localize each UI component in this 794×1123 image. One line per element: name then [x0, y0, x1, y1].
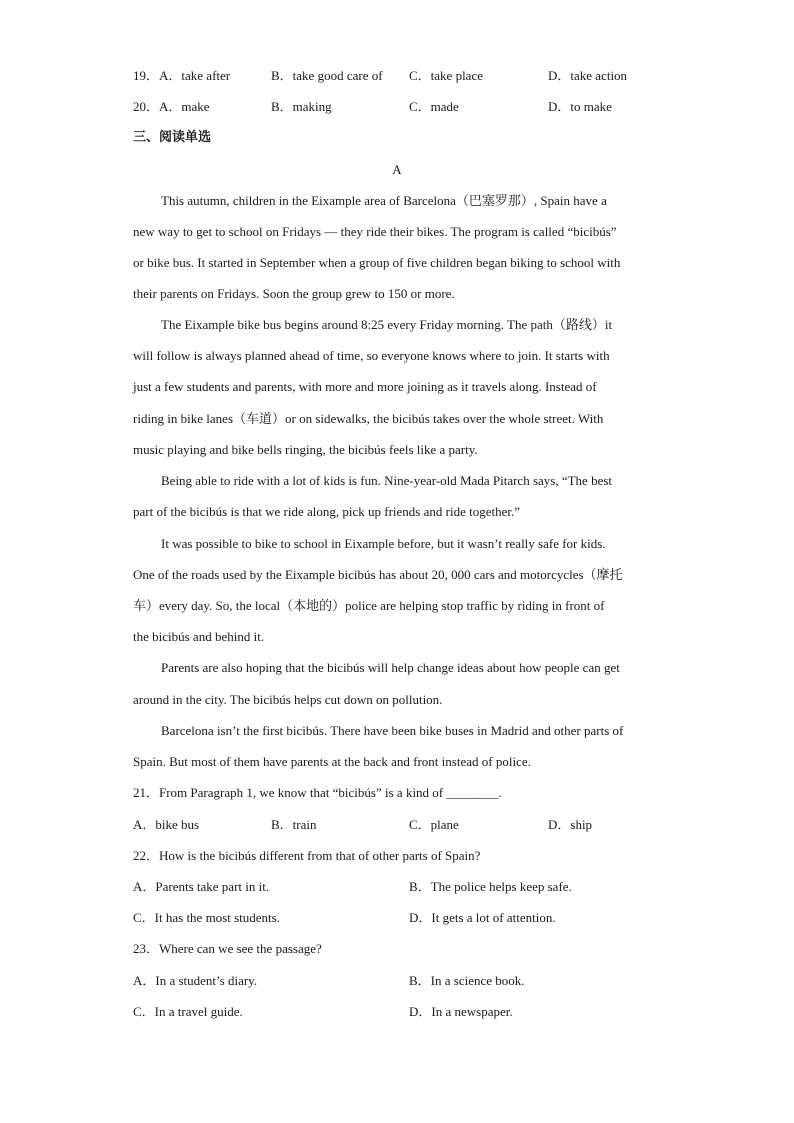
- option-b[interactable]: B．In a science book.: [409, 973, 525, 988]
- option-c[interactable]: C．take place: [409, 68, 483, 83]
- option-a[interactable]: 20．A．make: [133, 99, 210, 114]
- option-a[interactable]: A．In a student’s diary.: [133, 973, 258, 988]
- option-d[interactable]: D．to make: [548, 99, 612, 114]
- option-b[interactable]: B．making: [271, 99, 332, 114]
- passage-line: This autumn, children in the Eixample area of Barcelona（巴塞罗那）, Spain have a: [161, 193, 607, 208]
- option-a[interactable]: A．bike bus: [133, 817, 200, 832]
- passage-line: new way to get to school on Fridays — they ride their bikes. The program is called “bicibús”: [133, 224, 617, 239]
- option-d[interactable]: D．take action: [548, 68, 628, 83]
- passage-line: Barcelona isn’t the first bicibús. There have been bike buses in Madrid and other parts of: [161, 723, 624, 738]
- option-c[interactable]: C．It has the most students.: [133, 910, 280, 925]
- passage-line: The Eixample bike bus begins around 8:25 every Friday morning. The path（路线）it: [161, 317, 613, 332]
- passage-line: 车）every day. So, the local（本地的）police are helping stop traffic by riding in front of: [133, 598, 605, 613]
- question-21-stem: 21．From Paragraph 1, we know that “bicibús” is a kind of ________.: [133, 785, 502, 800]
- passage-line: the bicibús and behind it.: [133, 629, 265, 644]
- passage-line: their parents on Fridays. Soon the group grew to 150 or more.: [133, 286, 455, 301]
- question-23-options-cd: [133, 1003, 693, 1021]
- option-d[interactable]: D．It gets a lot of attention.: [409, 910, 556, 925]
- option-c[interactable]: C．In a travel guide.: [133, 1004, 243, 1019]
- question-23-stem: 23．Where can we see the passage?: [133, 941, 322, 956]
- passage-line: music playing and bike bells ringing, the bicibús feels like a party.: [133, 442, 478, 457]
- passage-line: Being able to ride with a lot of kids is fun. Nine-year-old Mada Pitarch says, “The best: [161, 473, 613, 488]
- passage-line: just a few students and parents, with more and more joining as it travels along. Instead of: [133, 379, 597, 394]
- passage-label: A: [392, 162, 402, 177]
- passage-line: around in the city. The bicibús helps cut down on pollution.: [133, 692, 443, 707]
- option-c[interactable]: C．plane: [409, 817, 459, 832]
- section-title: 三、阅读单选: [133, 130, 212, 145]
- passage-line: riding in bike lanes（车道）or on sidewalks, the bicibús takes over the whole street. With: [133, 411, 604, 426]
- question-22-stem: 22．How is the bicibús different from that of other parts of Spain?: [133, 848, 481, 863]
- option-d[interactable]: D．In a newspaper.: [409, 1004, 513, 1019]
- option-b[interactable]: B．train: [271, 817, 317, 832]
- passage-line: part of the bicibús is that we ride along, pick up friends and ride together.”: [133, 504, 520, 519]
- option-a[interactable]: A．Parents take part in it.: [133, 879, 270, 894]
- question-22-options-ab: [133, 878, 693, 896]
- passage-line: Spain. But most of them have parents at the back and front instead of police.: [133, 754, 531, 769]
- option-b[interactable]: B．take good care of: [271, 68, 383, 83]
- passage-line: Parents are also hoping that the bicibús will help change ideas about how people can get: [161, 660, 620, 675]
- option-c[interactable]: C．made: [409, 99, 459, 114]
- passage-line: One of the roads used by the Eixample bicibús has about 20, 000 cars and motorcycles（摩托: [133, 567, 623, 582]
- question-19: [133, 67, 693, 85]
- question-22-options-cd: [133, 909, 693, 927]
- passage-line: will follow is always planned ahead of time, so everyone knows where to join. It starts with: [133, 348, 610, 363]
- option-a[interactable]: 19．A．take after: [133, 68, 231, 83]
- option-d[interactable]: D．ship: [548, 817, 593, 832]
- option-b[interactable]: B．The police helps keep safe.: [409, 879, 572, 894]
- passage-line: or bike bus. It started in September when a group of five children began biking to school with: [133, 255, 621, 270]
- question-21-options: [133, 816, 693, 834]
- passage-line: It was possible to bike to school in Eixample before, but it wasn’t really safe for kids.: [161, 536, 606, 551]
- question-23-options-ab: [133, 972, 693, 990]
- question-20: [133, 98, 693, 116]
